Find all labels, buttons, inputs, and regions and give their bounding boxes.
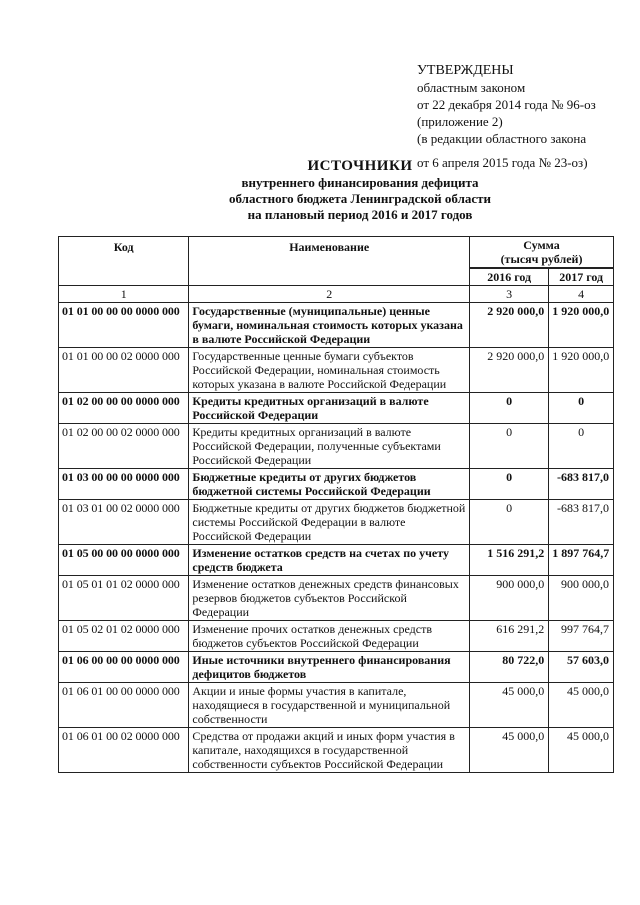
name-cell: Государственные ценные бумаги субъектов Российской Федерации, номинальная стоимость которых указана в валюте Российской Федерации bbox=[189, 348, 470, 393]
column-number: 2 bbox=[189, 286, 470, 303]
value-2017-cell: 0 bbox=[549, 424, 614, 469]
code-cell: 01 03 01 00 02 0000 000 bbox=[59, 500, 189, 545]
value-2017-cell: 45 000,0 bbox=[549, 728, 614, 773]
approval-line: (в редакции областного закона bbox=[417, 131, 587, 146]
code-cell: 01 02 00 00 00 0000 000 bbox=[59, 393, 189, 424]
title-main: ИСТОЧНИКИ bbox=[307, 158, 413, 174]
value-2016-cell: 0 bbox=[470, 424, 549, 469]
table-row bbox=[59, 652, 614, 683]
approval-line: от 6 апреля 2015 года № 23-оз) bbox=[417, 155, 588, 170]
code-cell: 01 01 00 00 02 0000 000 bbox=[59, 348, 189, 393]
value-2016-cell: 2 920 000,0 bbox=[470, 303, 549, 348]
code-cell: 01 05 01 01 02 0000 000 bbox=[59, 576, 189, 621]
name-cell: Иные источники внутреннего финансирования дефицитов бюджетов bbox=[189, 652, 470, 683]
value-2016-cell: 616 291,2 bbox=[470, 621, 549, 652]
name-cell: Акции и иные формы участия в капитале, находящиеся в государственной и муниципальной собственности bbox=[189, 683, 470, 728]
code-cell: 01 06 00 00 00 0000 000 bbox=[59, 652, 189, 683]
table-row bbox=[59, 683, 614, 728]
value-2017-cell: 45 000,0 bbox=[549, 683, 614, 728]
title-line: внутреннего финансирования дефицита bbox=[241, 175, 479, 190]
table-row bbox=[59, 728, 614, 773]
name-cell: Изменение остатков денежных средств финансовых резервов бюджетов субъектов Российской Федерации bbox=[189, 576, 470, 621]
value-2016-cell: 45 000,0 bbox=[470, 683, 549, 728]
value-2017-cell: 900 000,0 bbox=[549, 576, 614, 621]
name-cell: Изменение остатков средств на счетах по учету средств бюджета bbox=[189, 545, 470, 576]
code-cell: 01 03 00 00 00 0000 000 bbox=[59, 469, 189, 500]
header-name: Наименование bbox=[189, 237, 470, 286]
document-title bbox=[150, 158, 570, 223]
value-2017-cell: 997 764,7 bbox=[549, 621, 614, 652]
name-cell: Государственные (муниципальные) ценные бумаги, номинальная стоимость которых указана в валюте Российской Федерации bbox=[189, 303, 470, 348]
value-2017-cell: -683 817,0 bbox=[549, 500, 614, 545]
table-row bbox=[59, 545, 614, 576]
value-2016-cell: 0 bbox=[470, 469, 549, 500]
value-2017-cell: 57 603,0 bbox=[549, 652, 614, 683]
column-number: 4 bbox=[549, 286, 614, 303]
value-2016-cell: 80 722,0 bbox=[470, 652, 549, 683]
approval-stamp bbox=[417, 62, 596, 171]
title-line: на плановый период 2016 и 2017 годов bbox=[247, 207, 473, 222]
approval-heading: УТВЕРЖДЕНЫ bbox=[417, 63, 514, 78]
value-2016-cell: 0 bbox=[470, 393, 549, 424]
table-header-row bbox=[59, 237, 614, 268]
value-2016-cell: 45 000,0 bbox=[470, 728, 549, 773]
value-2017-cell: -683 817,0 bbox=[549, 469, 614, 500]
name-cell: Бюджетные кредиты от других бюджетов бюджетной системы Российской Федерации bbox=[189, 469, 470, 500]
value-2016-cell: 1 516 291,2 bbox=[470, 545, 549, 576]
name-cell: Изменение прочих остатков денежных средств бюджетов субъектов Российской Федерации bbox=[189, 621, 470, 652]
table-row bbox=[59, 303, 614, 348]
code-cell: 01 02 00 00 02 0000 000 bbox=[59, 424, 189, 469]
table-row bbox=[59, 500, 614, 545]
header-year-2016: 2016 год bbox=[470, 269, 549, 286]
value-2016-cell: 0 bbox=[470, 500, 549, 545]
code-cell: 01 05 00 00 00 0000 000 bbox=[59, 545, 189, 576]
name-cell: Кредиты кредитных организаций в валюте Российской Федерации bbox=[189, 393, 470, 424]
header-sum-label: Сумма bbox=[523, 238, 560, 252]
table-column-numbers bbox=[59, 286, 614, 303]
header-code: Код bbox=[59, 237, 189, 286]
code-cell: 01 01 00 00 00 0000 000 bbox=[59, 303, 189, 348]
column-number: 1 bbox=[59, 286, 189, 303]
code-cell: 01 06 01 00 02 0000 000 bbox=[59, 728, 189, 773]
value-2016-cell: 900 000,0 bbox=[470, 576, 549, 621]
title-line: областного бюджета Ленинградской области bbox=[228, 191, 492, 206]
approval-line: (приложение 2) bbox=[417, 114, 503, 129]
sources-table bbox=[58, 236, 614, 773]
name-cell: Кредиты кредитных организаций в валюте Российской Федерации, полученные субъектами Российской Федерации bbox=[189, 424, 470, 469]
approval-line: от 22 декабря 2014 года № 96-оз bbox=[417, 97, 596, 112]
table-row bbox=[59, 348, 614, 393]
value-2016-cell: 2 920 000,0 bbox=[470, 348, 549, 393]
header-sum bbox=[470, 237, 614, 268]
code-cell: 01 05 02 01 02 0000 000 bbox=[59, 621, 189, 652]
value-2017-cell: 1 920 000,0 bbox=[549, 303, 614, 348]
name-cell: Бюджетные кредиты от других бюджетов бюджетной системы Российской Федерации в валюте Российской Федерации bbox=[189, 500, 470, 545]
header-sum-unit: (тысяч рублей) bbox=[500, 252, 583, 266]
approval-line: областным законом bbox=[417, 80, 526, 95]
table-row bbox=[59, 393, 614, 424]
header-year-2017: 2017 год bbox=[549, 269, 614, 286]
value-2017-cell: 0 bbox=[549, 393, 614, 424]
code-cell: 01 06 01 00 00 0000 000 bbox=[59, 683, 189, 728]
name-cell: Средства от продажи акций и иных форм участия в капитале, находящихся в государственной собственности субъектов Российской Федерации bbox=[189, 728, 470, 773]
table-row bbox=[59, 469, 614, 500]
column-number: 3 bbox=[470, 286, 549, 303]
table-row bbox=[59, 621, 614, 652]
value-2017-cell: 1 920 000,0 bbox=[549, 348, 614, 393]
table-row bbox=[59, 576, 614, 621]
value-2017-cell: 1 897 764,7 bbox=[549, 545, 614, 576]
table-row bbox=[59, 424, 614, 469]
